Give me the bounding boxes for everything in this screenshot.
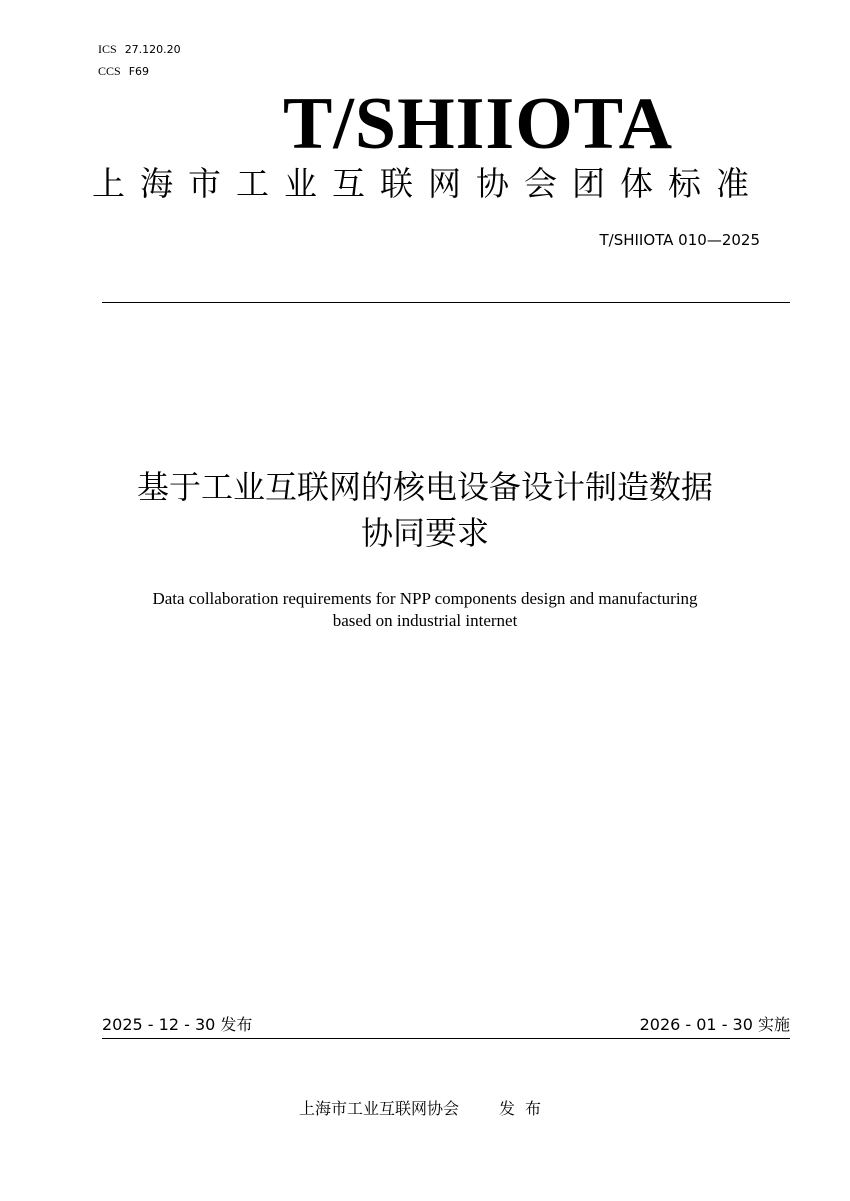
ics-value: 27.120.20 — [124, 43, 181, 56]
ccs-code — [98, 64, 149, 79]
publisher-name: 上海市工业互联网协会 — [298, 1099, 459, 1118]
title-english-line-1: Data collaboration requirements for NPP components design and manufacturing — [152, 589, 698, 608]
org-mark: T/SHIIOTA — [283, 83, 674, 165]
title-chinese — [60, 464, 790, 556]
ics-code — [98, 42, 181, 57]
bottom-divider — [102, 1038, 790, 1039]
title-chinese-line-1: 基于工业互联网的核电设备设计制造数据 — [136, 468, 713, 506]
ccs-value: F69 — [128, 65, 150, 78]
title-chinese-line-2: 协同要求 — [360, 514, 489, 552]
issue-date: 2025 - 12 - 30 发布 — [102, 1015, 253, 1034]
standard-number: T/SHIIOTA 010—2025 — [599, 231, 760, 249]
top-divider — [102, 302, 790, 303]
org-full-name: 上海市工业互联网协会团体标准 — [92, 164, 764, 203]
ccs-label: CCS — [98, 64, 121, 78]
ics-label: ICS — [98, 42, 117, 56]
publisher — [0, 1098, 850, 1120]
publisher-action: 发布 — [499, 1099, 552, 1118]
title-english — [60, 588, 790, 632]
title-english-line-2: based on industrial internet — [332, 611, 518, 630]
implementation-date: 2026 - 01 - 30 实施 — [639, 1015, 790, 1034]
